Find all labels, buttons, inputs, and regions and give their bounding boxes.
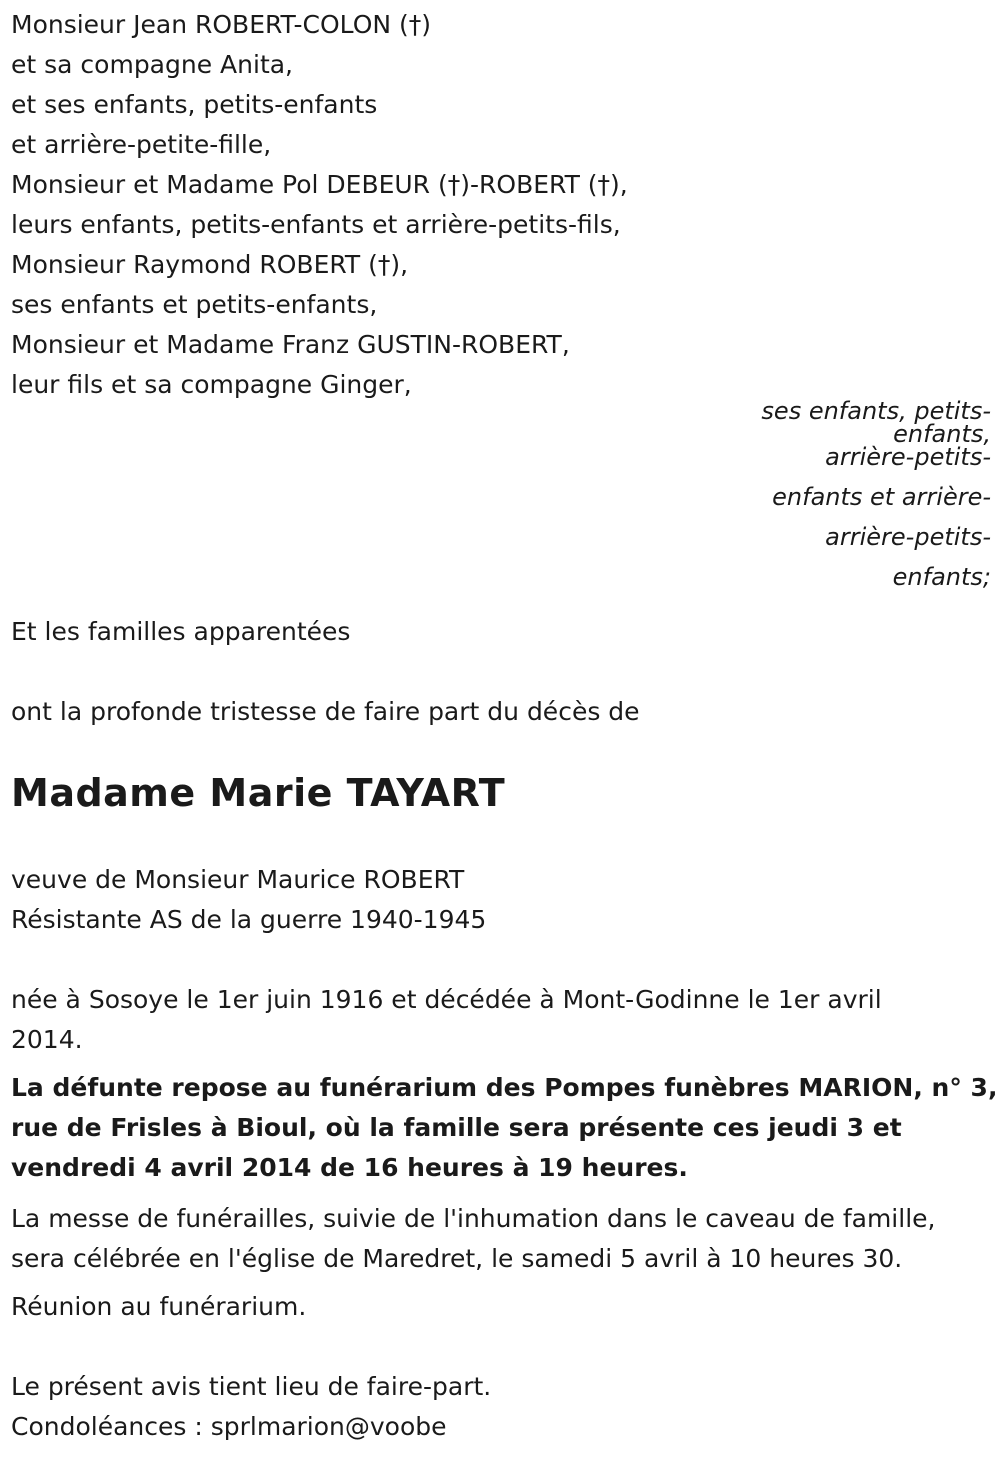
family-line: Monsieur et Madame Franz GUSTIN-ROBERT,: [11, 330, 570, 359]
closing-line: Le présent avis tient lieu de faire-part.: [11, 1372, 492, 1401]
intro-text: ont la profonde tristesse de faire part du décès de: [11, 697, 640, 726]
funerarium-info: [11, 1068, 998, 1188]
family-line: Monsieur Jean ROBERT-COLON (†): [11, 10, 432, 39]
repose-line: La défunte repose au funérarium des Pompes funèbres MARION, n° 3,: [11, 1073, 998, 1102]
funeral-mass-info: [11, 1199, 986, 1279]
family-list: [11, 5, 986, 405]
descendants-line: enfants;: [892, 563, 991, 591]
descendants-line: arrière-petits-: [825, 443, 991, 471]
dates-line: née à Sosoye le 1er juin 1916 et décédée à Mont-Godinne le 1er avril: [11, 985, 882, 1014]
deceased-name: Madame Marie TAYART: [11, 771, 506, 815]
reunion-text: Réunion au funérarium.: [11, 1292, 307, 1321]
repose-line: rue de Frisles à Bioul, où la famille sera présente ces jeudi 3 et: [11, 1113, 902, 1142]
closing-notes: [11, 1367, 986, 1447]
mass-line: La messe de funérailles, suivie de l'inhumation dans le caveau de famille,: [11, 1204, 936, 1233]
related-families-text: Et les familles apparentées: [11, 617, 351, 646]
family-line: et ses enfants, petits-enfants: [11, 90, 378, 119]
detail-line: Résistante AS de la guerre 1940-1945: [11, 905, 487, 934]
reunion-info: [11, 1287, 986, 1327]
family-line: et sa compagne Anita,: [11, 50, 294, 79]
mass-line: sera célébrée en l'église de Maredret, le samedi 5 avril à 10 heures 30.: [11, 1244, 903, 1273]
repose-line: vendredi 4 avril 2014 de 16 heures à 19 heures.: [11, 1153, 688, 1182]
deceased-details: [11, 860, 986, 940]
descendants-line: ses enfants, petits-: [761, 397, 991, 425]
family-line: Monsieur et Madame Pol DEBEUR (†)-ROBERT (†),: [11, 170, 628, 199]
descendants-line: arrière-petits-: [825, 523, 991, 551]
family-line: et arrière-petite-fille,: [11, 130, 272, 159]
related-families: [11, 612, 986, 652]
family-line: ses enfants et petits-enfants,: [11, 290, 378, 319]
detail-line: veuve de Monsieur Maurice ROBERT: [11, 865, 465, 894]
announcement-intro: [11, 692, 986, 732]
dates-line: 2014.: [11, 1025, 83, 1054]
birth-death-info: [11, 980, 986, 1060]
condolences-line: Condoléances : sprlmarion@voobe: [11, 1412, 447, 1441]
descendants-line: enfants,: [893, 420, 991, 448]
family-line: leur fils et sa compagne Ginger,: [11, 370, 412, 399]
family-line: Monsieur Raymond ROBERT (†),: [11, 250, 409, 279]
family-line: leurs enfants, petits-enfants et arrière-petits-fils,: [11, 210, 621, 239]
descendants-note: [751, 391, 991, 597]
descendants-line: enfants et arrière-: [772, 483, 991, 511]
